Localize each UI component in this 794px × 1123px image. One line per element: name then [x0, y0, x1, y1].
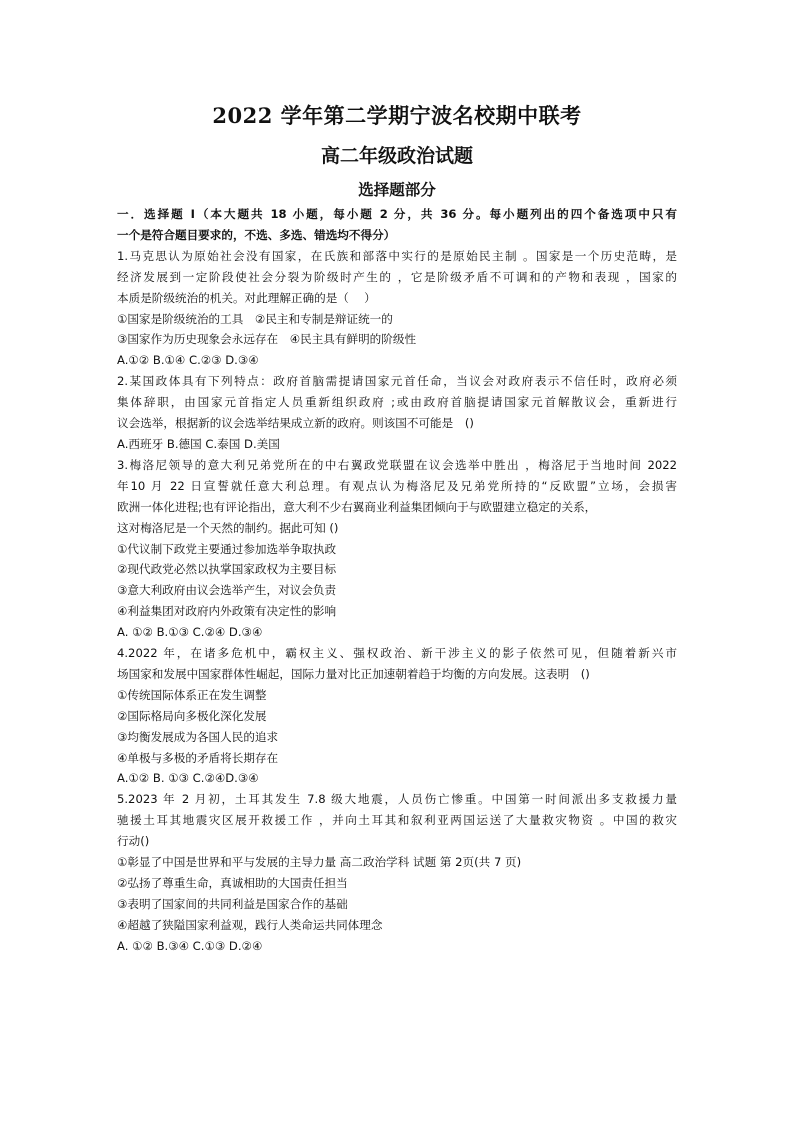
- exam-page: [117, 100, 677, 957]
- question-option: ①传统国际体系正在发生调整: [117, 687, 267, 702]
- question-option: ③均衡发展成为各国人民的追求: [117, 729, 279, 744]
- question-line: 年10 月 22 日宣誓就任意大利总理。有观点认为梅洛尼及兄弟党所持的“反欧盟”立场，会损害: [117, 478, 677, 493]
- question-option: ②国际格局向多极化深化发展: [117, 708, 267, 723]
- answer-choices: A.①② B. ①③ C.②④D.③④: [117, 771, 259, 786]
- question-option: ②现代政党必然以执掌国家政权为主要目标: [117, 562, 337, 577]
- question-line: 场国家和发展中国家群体性崛起，国际力量对比正加速朝着趋于均衡的方向发展。这表明 (): [117, 666, 590, 681]
- question-2: [117, 371, 677, 455]
- question-line: 行动(): [117, 834, 150, 849]
- question-option: ①国家是阶级统治的工具 ②民主和专制是辩证统一的: [117, 311, 393, 326]
- question-option: ②弘扬了尊重生命，真诚相助的大国责任担当: [117, 876, 348, 890]
- answer-choices: A.西班牙 B.德国 C.泰国 D.美国: [117, 436, 280, 451]
- question-line: 5.2023 年 2 月初，土耳其发生 7.8 级大地震，人员伤亡惨重。中国第一时间派出多支救援力量: [117, 792, 677, 807]
- question-option: ④超越了狭隘国家利益观，践行人类命运共同体理念: [117, 917, 383, 932]
- question-line: 驰援土耳其地震灾区展开救援工作 ，并向土耳其和叙利亚两国运送了大量救灾物资 。中国的救灾: [117, 813, 677, 828]
- instruction-line: 一．选择题 I（本大题共 18 小题，每小题 2 分，共 36 分。每小题列出的四个备选项中只有: [117, 207, 677, 221]
- question-line: 4.2022 年，在诸多危机中，霸权主义、强权政治、新干涉主义的影子依然可见，但随着新兴市: [117, 646, 677, 661]
- question-option: ③表明了国家间的共同利益是国家合作的基础: [117, 896, 348, 911]
- question-line: 这对梅洛尼是一个天然的制约。据此可知 (): [117, 520, 339, 535]
- question-line: 集体辞职，由国家元首指定人员重新组织政府 ;或由政府首脑提请国家元首解散议会，重新进行: [117, 395, 677, 410]
- question-option: ③国家作为历史现象会永远存在 ④民主具有鲜明的阶级性: [117, 332, 417, 347]
- answer-choices: A. ①② B.①③ C.②④ D.③④: [117, 625, 263, 640]
- question-5: [117, 789, 677, 956]
- question-line: 本质是阶级统治的机关。对此理解正确的是（ ）: [117, 290, 376, 305]
- answer-choices: A. ①② B.③④ C.①③ D.②④: [117, 938, 263, 953]
- question-4: [117, 643, 677, 789]
- question-option: ③意大利政府由议会选举产生，对议会负责: [117, 583, 337, 598]
- exam-subtitle: 高二年级政治试题: [320, 145, 473, 167]
- question-line: 2.某国政体具有下列特点：政府首脑需提请国家元首任命，当议会对政府表示不信任时，政府必须: [117, 374, 677, 389]
- exam-title: 2022 学年第二学期宁波名校期中联考: [212, 103, 582, 128]
- instruction-line: 一个是符合题目要求的，不选、多选、错选均不得分）: [117, 227, 396, 242]
- question-option: ①代议制下政党主要通过参加选举争取执政: [117, 541, 337, 556]
- answer-choices: A.①② B.①④ C.②③ D.③④: [117, 353, 259, 368]
- question-option: ①彰显了中国是世界和平与发展的主导力量 高二政治学科 试题 第 2页(共 7 页): [117, 855, 522, 870]
- question-line: 经济发展到一定阶段使社会分裂为阶级时产生的 ，它是阶级矛盾不可调和的产物和表现 ，国家的: [117, 269, 677, 284]
- instructions: [117, 204, 677, 246]
- question-line: 欧洲一体化进程;也有评论指出，意大利不少右翼商业利益集团倾向于与欧盟建立稳定的关系，: [117, 499, 597, 514]
- question-option: ④利益集团对政府内外政策有决定性的影响: [117, 604, 337, 619]
- question-line: 3.梅洛尼领导的意大利兄弟党所在的中右翼政党联盟在议会选举中胜出 ，梅洛尼于当地时间 2022: [117, 457, 677, 472]
- section-heading: 选择题部分: [358, 180, 436, 199]
- question-1: [117, 246, 677, 371]
- question-line: 1.马克思认为原始社会没有国家，在氏族和部落中实行的是原始民主制 。国家是一个历史范畴，是: [117, 248, 677, 263]
- question-option: ④单极与多极的矛盾将长期存在: [117, 750, 279, 765]
- question-line: 议会选举，根据新的议会选举结果成立新的政府。则该国不可能是 (): [117, 416, 474, 431]
- question-3: [117, 455, 677, 643]
